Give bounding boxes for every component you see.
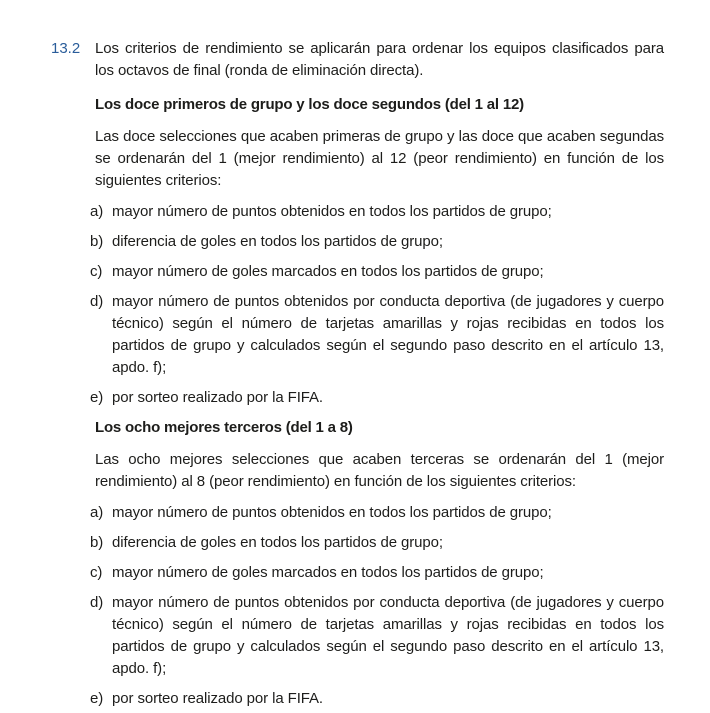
section-intro-paragraph bbox=[51, 38, 664, 82]
list-item-label: a) bbox=[90, 504, 104, 521]
subsection-paragraph: Las doce selecciones que acaben primeras de grupo y las doce que acaben segundas se ordenarán del 1 (mejor rendimiento) al 12 (peor rendimiento) en función de los siguientes criterios: bbox=[95, 128, 664, 189]
list-item-label: e) bbox=[90, 389, 104, 406]
list-item bbox=[90, 502, 664, 524]
list-item-text: mayor número de puntos obtenidos por conducta deportiva (de jugadores y cuerpo técnico) según el número de tarjetas amarillas y rojas recibidas en todos los partidos de grupo y calculados según el segundo paso descrito en el artículo 13, apdo. f); bbox=[112, 293, 664, 376]
list-item-text: mayor número de puntos obtenidos por conducta deportiva (de jugadores y cuerpo técnico) según el número de tarjetas amarillas y rojas recibidas en todos los partidos de grupo y calculados según el segundo paso descrito en el artículo 13, apdo. f); bbox=[112, 594, 664, 677]
section-intro-text: Los criterios de rendimiento se aplicarán para ordenar los equipos clasificados para los octavos de final (ronda de eliminación directa). bbox=[95, 40, 664, 79]
list-item-text: mayor número de goles marcados en todos los partidos de grupo; bbox=[112, 564, 544, 581]
list-item-label: d) bbox=[90, 594, 104, 611]
list-item-label: e) bbox=[90, 690, 104, 707]
subsection-first-and-second-placed bbox=[90, 94, 664, 409]
list-item-label: a) bbox=[90, 203, 104, 220]
list-item bbox=[90, 688, 664, 710]
subsection-best-third-placed bbox=[90, 417, 664, 710]
list-item-label: d) bbox=[90, 293, 104, 310]
list-item-text: diferencia de goles en todos los partidos de grupo; bbox=[112, 534, 443, 551]
subsection-heading: Los doce primeros de grupo y los doce segundos (del 1 al 12) bbox=[95, 96, 524, 113]
list-item bbox=[90, 387, 664, 409]
list-item bbox=[90, 201, 664, 223]
list-item-text: mayor número de puntos obtenidos en todos los partidos de grupo; bbox=[112, 203, 552, 220]
section-number: 13.2 bbox=[51, 40, 81, 57]
list-item bbox=[90, 261, 664, 283]
list-item bbox=[90, 592, 664, 680]
list-item-label: c) bbox=[90, 564, 103, 581]
list-item bbox=[90, 532, 664, 554]
list-item bbox=[90, 231, 664, 253]
subsection-heading: Los ocho mejores terceros (del 1 a 8) bbox=[95, 419, 353, 436]
list-item-label: b) bbox=[90, 233, 104, 250]
list-item-text: diferencia de goles en todos los partidos de grupo; bbox=[112, 233, 443, 250]
list-item-label: b) bbox=[90, 534, 104, 551]
list-item-text: mayor número de puntos obtenidos en todos los partidos de grupo; bbox=[112, 504, 552, 521]
subsection-paragraph: Las ocho mejores selecciones que acaben terceras se ordenarán del 1 (mejor rendimiento) al 8 (peor rendimiento) en función de los siguientes criterios: bbox=[95, 451, 664, 490]
list-item-text: mayor número de goles marcados en todos los partidos de grupo; bbox=[112, 263, 544, 280]
list-item-text: por sorteo realizado por la FIFA. bbox=[112, 690, 323, 707]
list-item-text: por sorteo realizado por la FIFA. bbox=[112, 389, 323, 406]
criteria-list bbox=[90, 502, 664, 710]
list-item bbox=[90, 291, 664, 379]
criteria-list bbox=[90, 201, 664, 409]
list-item bbox=[90, 562, 664, 584]
list-item-label: c) bbox=[90, 263, 103, 280]
